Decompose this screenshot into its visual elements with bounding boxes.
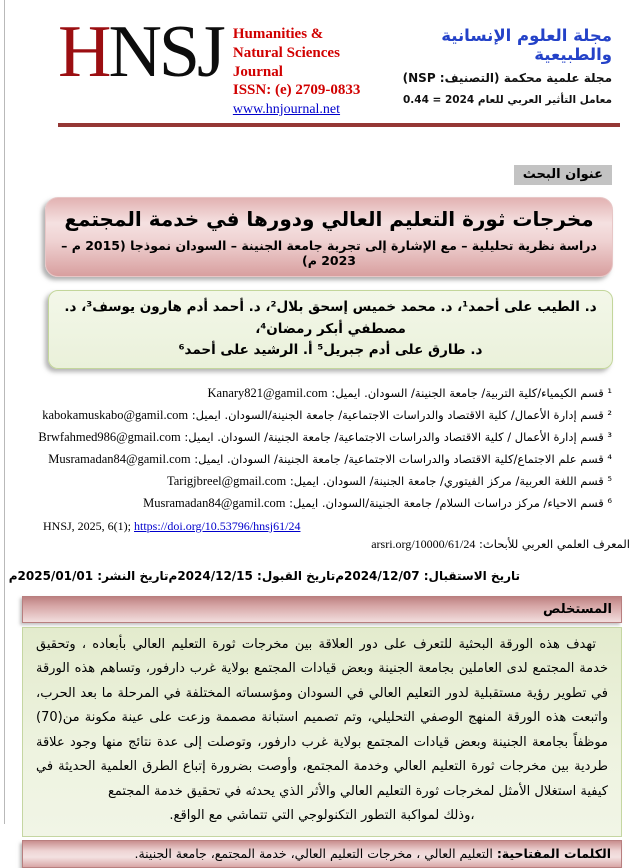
affiliation-item: [14, 448, 612, 470]
keywords-text: التعليم العالي ، مخرجات التعليم العالي، خدمة المجتمع، جامعة الجنينة.: [134, 845, 497, 861]
arabic-scientific-id-row: [0, 537, 630, 552]
affiliation-number: ¹: [607, 385, 612, 400]
abstract-heading: المستخلص: [543, 601, 612, 617]
citation-row: [0, 519, 630, 534]
affiliation-email: Brwfahmed986@gmail.com: [38, 429, 181, 444]
affiliation-email: Musramadan84@gamil.com: [48, 451, 191, 466]
doi-link[interactable]: https://doi.org/10.53796/hnsj61/24: [134, 518, 301, 533]
keywords-label: الكلمات المفتاحية:: [496, 845, 611, 861]
journal-type-arabic: مجلة علمية محكمة (التصنيف: NSP): [402, 71, 612, 85]
authors-box: [48, 290, 613, 369]
affiliation-text: قسم إدارة الأعمال / كلية الاقتصاد والدراسات الاجتماعية/ جامعة الجنينة/ السودان. ايميل:: [180, 429, 608, 444]
published-date: تاريخ النشر: 2025/01/01م: [8, 568, 169, 583]
logo-letter-h: H: [58, 11, 109, 93]
citation-reference: HNSJ, 2025, 6(1);: [43, 518, 135, 533]
dates-row: [0, 569, 630, 583]
accepted-date: تاريخ القبول: 2024/12/15م: [168, 568, 336, 583]
paper-title: مخرجات ثورة التعليم العالي ودورها في خدمة المجتمع: [64, 207, 594, 231]
abstract-closing-line: ،وذلك لمواكبة التطور التكنولوجي التي تتماشي مع الواقع.: [169, 808, 475, 824]
affiliation-email: Kanary821@gamil.com: [207, 385, 328, 400]
affiliation-number: ⁴: [607, 451, 612, 466]
affiliation-number: ²: [607, 407, 612, 422]
affiliations-list: [14, 382, 612, 514]
received-date: تاريخ الاستقبال: 2024/12/07م: [335, 568, 520, 583]
affiliation-item: [14, 382, 612, 404]
impact-factor-arabic: معامل التأثير العربي للعام 2024 = 0.44: [402, 94, 612, 106]
affiliation-text: قسم إدارة الأعمال/ كلية الاقتصاد والدراسات الاجتماعية/ جامعة الجنينة/السودان. ايميل:: [188, 407, 608, 422]
arsri-value: arsri.org/10000/61/24: [371, 536, 476, 551]
affiliation-email: Musramadan84@gamil.com: [143, 495, 286, 510]
affiliation-item: [14, 492, 612, 514]
journal-header: [0, 0, 630, 118]
authors-line-1: د. الطيب على أحمد¹، د. محمد خميس إسحق بلال²، د. أحمد أدم هارون يوسف³، د. مصطفي أبكر رمضان⁴،: [64, 299, 597, 337]
paper-subtitle: دراسة نظرية تحليلية – مع الإشارة إلى تجربة جامعة الجنينة – السودان نموذجا (2015 م – 2023 م): [61, 238, 597, 268]
keywords-bar: [22, 840, 622, 868]
abstract-text: تهدف هذه الورقة البحثية للتعرف على دور العلاقة بين مخرجات ثورة التعليم العالي بأبعاده ، وتحقيق خدمة المجتمع لدى العاملين بجامعة الجنينة وبعض قيادات المجتمع بولاية غرب دارفور، وتساهم هذه الورقة في تطوير رؤية مستقبلية لدور التعليم العالي في السودان ومؤسساته المختلفة في المرحلة ما بعد الحرب، واتبعت هذه الورقة المنهج الوصفي التحليلي، وتم تصميم استبانة مصممة وزعت على عينة مكونة من(70) موظفاً بجامعة الجنينة وبعض قيادات المجتمع بولاية غرب دارفور، وتوصلت إلى عدة نتائج منها وجود علاقة طردية بين مخرجات ثورة التعليم العالي وخدمة المجتمع، وأوصت بضرورة إتباع الطرق العلمية الحديثة في كيفية استغلال الأمثل لمخرجات ثورة التعليم العالي والأثر الذي يحدثه في تحقيق خدمة المجتمع: [36, 636, 608, 799]
affiliation-item: [14, 470, 612, 492]
affiliation-email: kabokamuskabo@gamil.com: [42, 407, 189, 422]
affiliation-number: ⁶: [607, 495, 612, 510]
page-left-border: [4, 0, 5, 824]
research-title-label: عنوان البحث: [514, 165, 612, 185]
hnsj-logo: [58, 12, 223, 92]
affiliation-email: Tarigjbreel@gmail.com: [166, 473, 287, 488]
affiliation-number: ³: [607, 429, 612, 444]
journal-name-english: Humanities & Natural Sciences Journal: [232, 26, 340, 80]
affiliation-item: [14, 426, 612, 448]
affiliation-text: قسم اللغة العربية/ مركز الفيتوري/ جامعة الجنينة/ السودان. ايميل:: [286, 473, 608, 488]
affiliation-item: [14, 404, 612, 426]
journal-issn: ISSN: (e) 2709-0833: [232, 82, 361, 99]
affiliation-text: قسم علم الاجتماع/كلية الاقتصاد والدراسات الاجتماعية/ جامعة الجنينة/ السودان. ايميل:: [190, 451, 608, 466]
logo-letters-nsj: NSJ: [108, 11, 223, 93]
journal-name-arabic: مجلة العلوم الإنسانية والطبيعية: [441, 26, 612, 64]
affiliation-number: ⁵: [607, 473, 612, 488]
journal-info-english: [233, 12, 375, 118]
arsri-label: المعرف العلمي العربي للأبحاث:: [475, 536, 630, 551]
authors-line-2: د. طارق على أدم جبريل⁵ أ. الرشيد على أحمد⁶: [178, 342, 483, 359]
paper-title-box: [45, 197, 613, 277]
journal-website-link[interactable]: www.hnjournal.net: [232, 102, 341, 117]
paper-front-matter: [0, 127, 630, 868]
affiliation-text: قسم الكيمياء/كلية التربية/ جامعة الجنينة/ السودان. ايميل:: [327, 385, 608, 400]
abstract-heading-bar: [22, 596, 622, 623]
abstract-box: [22, 627, 622, 837]
affiliation-text: قسم الاحياء/ مركز دراسات السلام/ جامعة الجنينة/السودان. ايميل:: [285, 495, 608, 510]
journal-info-arabic: [375, 12, 612, 106]
